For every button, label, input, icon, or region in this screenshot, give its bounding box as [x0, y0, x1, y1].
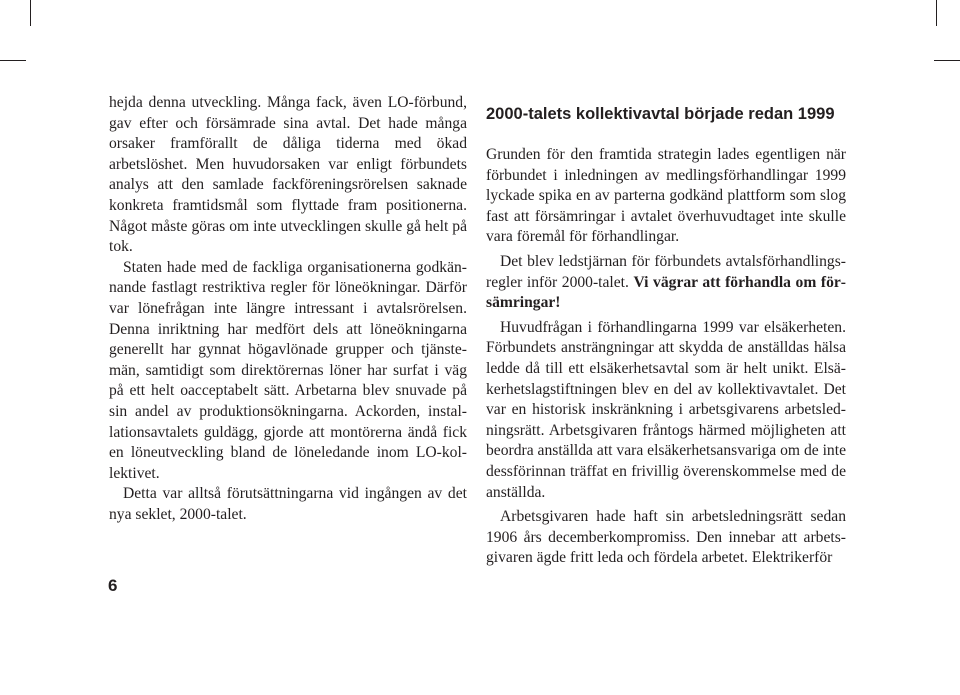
- section-heading: 2000-talets kollektivavtal började redan 1999: [486, 105, 835, 123]
- left-paragraph-2: Staten hade med de fackliga organisationerna godkännande fastlagt restriktiva regler för löneökningar. Därför var lönefrågan inte längre intressant i avtalsrörelsen. Denna inriktning har medfört dels att löneökningarna generellt har gynnat högavlönade grupper och tjänstemän, samtidigt som direktörernas löner har surfat i väg på ett helt oacceptabelt sätt. Arbetarna blev snuvade på sin andel av produktionsökningarna. Ackorden, installationsavtalets guldägg, gjorde att montörerna ändå fick en löneutveckling bland de löneledande inom LO-kollektivet.: [109, 258, 467, 482]
- right-paragraph-2-emphasis: Vi vägrar att förhandla om försämringar!: [486, 273, 846, 312]
- right-paragraph-2: [486, 252, 846, 314]
- right-text-column: [486, 93, 846, 573]
- right-paragraph-2-text: Det blev ledstjärnan för förbundets avtalsförhandlingsregler inför 2000-talet.: [486, 252, 846, 291]
- left-paragraph-1: hejda denna utveckling. Många fack, även LO-förbund, gav efter och försämrade sina avtal. Det hade många orsaker framförallt de dåliga tiderna med ökad arbetslöshet. Men huvudorsaken var enligt förbundets analys att den samlade fackföreningsrörelsen saknade konkreta framtidsmål som flyttade fram positionerna. Något måste göras om inte utvecklingen skulle gå helt på tok.: [109, 94, 467, 256]
- right-paragraph-4: Arbetsgivaren hade haft sin arbetsledningsrätt sedan 1906 års decemberkompromiss. Den innebar att arbetsgivaren ägde fritt leda och fördela arbetet. Elektrikerför: [486, 508, 846, 567]
- right-paragraph-1: Grunden för den framtida strategin lades egentligen när förbundet i inledningen av medlingsförhandlingar 1999 lyckade spika en av parterna godkänd plattform som slog fast att försämringar i avtalet överhuvudtaget inte skulle vara föremål för förhandlingar.: [486, 146, 846, 246]
- right-paragraph-3: Huvudfrågan i förhandlingarna 1999 var elsäkerheten. Förbundets ansträngningar att skydda de anställdas hälsa ledde då till ett elsäkerhetsavtal som är helt unikt. Elsäkerhetslagstiftningen blev en del av kollektivavtalet. Det var en historisk inskränkning i arbetsgivarens arbetsledningsrätt. Arbetsgivaren fråntogs härmed möjligheten att beordra anställda att vara elsäkerhetsansvariga om de inte dessförinnan träffat en frivillig överenskommelse med de anställda.: [486, 318, 846, 501]
- crop-mark-top-left: [30, 0, 31, 26]
- crop-mark-left: [0, 60, 26, 61]
- left-paragraph-3: Detta var alltså förutsättningarna vid ingången av det nya seklet, 2000-talet.: [109, 485, 467, 523]
- left-text-column: [109, 93, 467, 525]
- crop-mark-top-right: [936, 0, 937, 26]
- page-number: 6: [108, 576, 118, 595]
- crop-mark-right: [934, 60, 960, 61]
